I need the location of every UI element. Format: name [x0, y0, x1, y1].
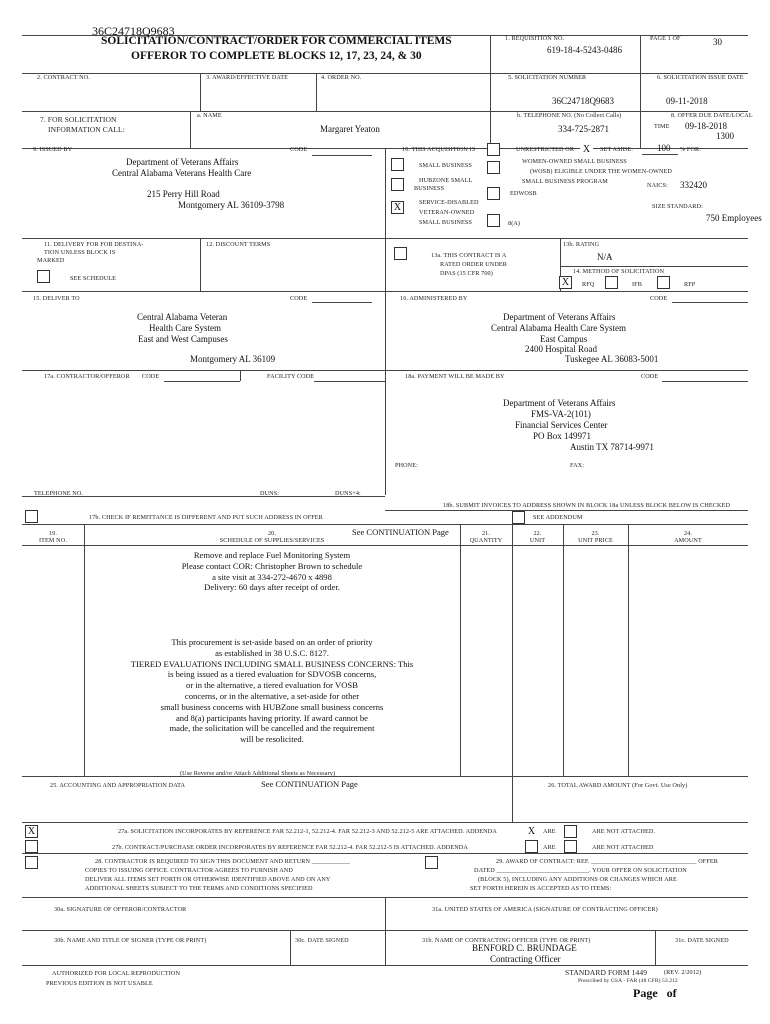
issued-by-label: 9. ISSUED BY — [33, 146, 73, 153]
description-line: small business concerns with HUBZone small business concerns — [160, 701, 384, 712]
description-line: or in the alternative, a tiered evaluation for VOSB — [186, 680, 358, 691]
remittance-checkbox[interactable] — [25, 510, 38, 523]
wosb-label-3: SMALL BUSINESS PROGRAM — [522, 178, 608, 185]
description-line: will be resolicited. — [240, 734, 304, 745]
issue-date: 09-11-2018 — [666, 96, 708, 106]
eight-a-label: 8(A) — [508, 220, 521, 227]
col-unit-number: 22. — [533, 530, 542, 537]
officer-signature-label: 31a. UNITED STATES OF AMERICA (SIGNATURE OF CONTRACTING OFFICER) — [432, 906, 658, 913]
deliver-to-line: Central Alabama Veteran — [137, 312, 228, 322]
acquisition-checkbox[interactable] — [487, 143, 500, 156]
award-line: (BLOCK 5), INCLUDING ANY ADDITIONS OR CHANGES WHICH ARE — [478, 876, 677, 883]
col-item-number: 19. — [48, 530, 58, 537]
sdvosb-label-2: VETERAN-OWNED — [419, 209, 475, 216]
col-amount-label: AMOUNT — [674, 537, 702, 544]
see-schedule-checkbox[interactable] — [37, 270, 50, 283]
solicitation-number: 36C24718Q9683 — [552, 96, 615, 106]
contact-phone-label: b. TELEPHONE NO. (No Collect Calls) — [517, 112, 622, 119]
officer-name-label: 31b. NAME OF CONTRACTING OFFICER (TYPE OR PRINT) — [422, 937, 591, 944]
form-title-line1: SOLICITATION/CONTRACT/ORDER FOR COMMERCIAL ITEMS — [101, 35, 452, 47]
col-item-label: ITEM NO. — [39, 537, 67, 544]
payment-code-label: CODE — [641, 373, 659, 380]
sdvosb-label-3: SMALL BUSINESS — [419, 219, 472, 226]
addenda-b-are-label: ARE — [543, 844, 556, 851]
total-award-label: 26. TOTAL AWARD AMOUNT (For Govt. Use Only) — [548, 782, 688, 789]
administered-by-label: 16. ADMINISTERED BY — [400, 295, 468, 302]
contact-phone: 334-725-2871 — [558, 124, 609, 134]
payment-label: 18a. PAYMENT WILL BE MADE BY — [405, 373, 505, 380]
wosb-checkbox[interactable] — [487, 161, 500, 174]
administered-by-line: 2400 Hospital Road — [525, 344, 597, 354]
percent-for-label: % FOR: — [680, 146, 702, 153]
hubzone-label-1: HUBZONE SMALL — [419, 177, 473, 184]
issued-by-line: Department of Veterans Affairs — [126, 157, 239, 167]
description-line: Delivery: 60 days after receipt of order. — [204, 582, 340, 593]
contact-name-label: a. NAME — [197, 112, 222, 119]
rated-order-checkbox[interactable] — [394, 247, 407, 260]
rated-order-label-2: RATED ORDER UNDER — [440, 261, 508, 268]
description-line: This procurement is set-aside based on an order of priority — [171, 637, 373, 647]
issued-by-line: Central Alabama Veterans Health Care — [112, 168, 252, 178]
description-line: TIERED EVALUATIONS INCLUDING SMALL BUSINESS CONCERNS: This — [130, 658, 414, 669]
description-line: Please contact COR: Christopher Brown to schedule — [181, 560, 363, 571]
contractor-code-label: CODE — [142, 373, 160, 380]
addenda-are-not-checkbox[interactable] — [564, 825, 577, 838]
signer-name-label: 30b. NAME AND TITLE OF SIGNER (TYPE OR PRINT) — [54, 937, 207, 944]
issued-by-line: Montgomery AL 36109-3798 — [178, 200, 285, 210]
administered-by-line: Central Alabama Health Care System — [491, 323, 626, 333]
award-line: SET FORTH HEREIN IS ACCEPTED AS TO ITEMS: — [470, 885, 612, 892]
solicitation-incorporates-label: 27a. SOLICITATION INCORPORATES BY REFERENCE FAR 52.212-1, 52.212-4. FAR 52.212-3 AND 52.212-5 ARE ATTACHED. ADDENDA — [118, 828, 497, 835]
see-continuation-accounting: See CONTINUATION Page — [261, 779, 358, 789]
payment-line: FMS-VA-2(101) — [531, 409, 591, 419]
hubzone-checkbox[interactable] — [391, 178, 404, 191]
award-date-label: 3. AWARD/EFFECTIVE DATE — [206, 74, 289, 81]
payment-line: Financial Services Center — [515, 420, 608, 430]
col-unit-price-number: 23. — [591, 530, 600, 537]
contract-no-label: 2. CONTRACT NO. — [37, 74, 90, 81]
administered-by-code-label: CODE — [650, 295, 668, 302]
hubzone-label-2: BUSINESS — [414, 185, 445, 192]
award-line: DATED _____________________________. YOUR OFFER ON SOLICITATION — [474, 867, 687, 874]
small-business-checkbox[interactable] — [391, 158, 404, 171]
rating-value: N/A — [597, 252, 613, 262]
edwosb-checkbox[interactable] — [487, 187, 500, 200]
form-revision: (REV. 2/2012) — [664, 969, 702, 976]
footer-reproduction: AUTHORIZED FOR LOCAL REPRODUCTION — [52, 970, 181, 977]
col-unit-label: UNIT — [529, 537, 546, 544]
payment-line: Department of Veterans Affairs — [503, 398, 616, 408]
requisition-label: 1. REQUISITION NO. — [505, 35, 565, 42]
ifb-label: IFB — [632, 281, 642, 288]
discount-terms-label: 12. DISCOUNT TERMS — [206, 241, 271, 248]
payment-line: Austin TX 78714-9971 — [570, 442, 654, 452]
addenda-are-not-label: ARE NOT ATTACHED. — [592, 828, 656, 835]
duns4-label: DUNS+4: — [335, 490, 361, 497]
contractor-label: 17a. CONTRACTOR/OFFEROR — [44, 373, 130, 380]
reverse-note: (Use Reverse and/or Attach Additional Sheets as Necessary) — [180, 770, 336, 777]
solicitation-incorporates-checkbox[interactable]: X — [25, 825, 38, 838]
naics-code: 332420 — [680, 180, 707, 190]
facility-code-label: FACILITY CODE — [267, 373, 315, 380]
addenda-are-label: ARE — [543, 828, 556, 835]
see-continuation-schedule: See CONTINUATION Page — [352, 527, 449, 537]
contractor-sign-line: 28. CONTRACTOR IS REQUIRED TO SIGN THIS DOCUMENT AND RETURN ____________ — [95, 858, 350, 865]
deliver-to-line: East and West Campuses — [138, 334, 228, 344]
description-line: a site visit at 334-272-4670 x 4898 — [212, 571, 332, 582]
deliver-to-line: Health Care System — [149, 323, 221, 333]
solicitation-info-label-1: 7. FOR SOLICITATION — [40, 115, 117, 124]
deliver-to-line: Montgomery AL 36109 — [190, 354, 276, 364]
offer-due-time-label: TIME — [654, 123, 670, 130]
deliver-to-label: 15. DELIVER TO — [33, 295, 80, 302]
contractor-sign-line: DELIVER ALL ITEMS SET FORTH OR OTHERWISE IDENTIFIED ABOVE AND ON ANY — [85, 876, 331, 883]
unrestricted-checkbox[interactable]: X — [580, 143, 593, 156]
remittance-label: 17b. CHECK IF REMITTANCE IS DIFFERENT AND PUT SUCH ADDRESS IN OFFER — [89, 514, 323, 521]
accounting-label: 25. ACCOUNTING AND APPROPRIATION DATA — [50, 782, 186, 789]
form-number: STANDARD FORM 1449 — [565, 968, 648, 977]
description-line: as established in 38 U.S.C. 8127. — [215, 647, 329, 658]
administered-by-line: Department of Veterans Affairs — [503, 312, 616, 322]
payment-fax-label: FAX: — [570, 462, 585, 469]
small-business-label: SMALL BUSINESS — [419, 162, 472, 169]
contract-incorporates-checkbox[interactable] — [25, 840, 38, 853]
award-checkbox[interactable] — [425, 856, 438, 869]
wosb-label-1: WOMEN-OWNED SMALL BUSINESS — [522, 158, 627, 165]
edwosb-label: EDWOSB — [510, 190, 537, 197]
rfp-checkbox[interactable] — [657, 276, 670, 289]
description-line: Remove and replace Fuel Monitoring System — [193, 550, 351, 560]
page-of-label: Page of — [633, 986, 677, 1000]
col-unit-price-label: UNIT PRICE — [578, 537, 613, 544]
delivery-label-2: TION UNLESS BLOCK IS — [44, 249, 116, 256]
award-line: 29. AWARD OF CONTRACT: REF. _________________________________ OFFER — [496, 858, 718, 865]
col-schedule-label: SCHEDULE OF SUPPLIES/SERVICES — [219, 537, 325, 544]
sdvosb-checkbox[interactable]: X — [391, 201, 404, 214]
delivery-label-1: 11. DELIVERY FOR FOB DESTINA- — [44, 241, 144, 248]
order-no-label: 4. ORDER NO. — [321, 74, 362, 81]
solicitation-info-label-2: INFORMATION CALL: — [48, 125, 125, 134]
requisition-number: 619-18-4-5243-0486 — [547, 45, 622, 55]
administered-by-line: East Campus — [540, 334, 588, 344]
acquisition-label: 10. THIS ACQUISITION IS — [402, 146, 476, 153]
duns-label: DUNS: — [260, 490, 280, 497]
eight-a-checkbox[interactable] — [487, 214, 500, 227]
description-line: and 8(a) participants having priority. If award cannot be — [175, 712, 368, 723]
footer-previous-edition: PREVIOUS EDITION IS NOT USABLE — [46, 980, 153, 987]
rfp-label: RFP — [684, 281, 696, 288]
deliver-to-code-label: CODE — [290, 295, 308, 302]
wosb-label-2: (WOSB) ELIGIBLE UNDER THE WOMEN-OWNED — [530, 168, 672, 175]
set-aside-label: SET ASIDE: — [600, 146, 634, 153]
page-label: PAGE 1 OF — [650, 35, 681, 42]
description-line: is being issued as a tiered evaluation for SDVOSB concerns, — [167, 669, 377, 680]
contract-incorporates-label: 27b. CONTRACT/PURCHASE ORDER INCORPORATES BY REFERENCE FAR 52.212-4. FAR 52.212-5 IS ATTACHED. ADDENDA — [112, 844, 468, 851]
delivery-label-3: MARKED — [37, 257, 65, 264]
unrestricted-label: UNRESTRICTED OR — [516, 146, 575, 153]
form-title-line2: OFFEROR TO COMPLETE BLOCKS 12, 17, 23, 24, & 30 — [131, 50, 422, 62]
item-description-block — [84, 550, 460, 593]
prescribed-by: Prescribed by GSA - FAR (48 CFR) 53.212 — [578, 978, 678, 984]
issued-by-line: 215 Perry Hill Road — [147, 189, 220, 199]
offeror-signature-label: 30a. SIGNATURE OF OFFEROR/CONTRACTOR — [54, 906, 187, 913]
officer-date-label: 31c. DATE SIGNED — [675, 937, 729, 944]
offer-due-time: 1300 — [716, 131, 734, 141]
page-total: 30 — [713, 37, 722, 47]
issue-date-label: 6. SOLICITATION ISSUE DATE — [657, 74, 744, 81]
payment-line: PO Box 149971 — [533, 431, 592, 441]
rating-label: 13b. RATING — [563, 241, 600, 248]
rfq-label: RFQ — [582, 281, 595, 288]
addenda-b-are-not-checkbox[interactable] — [564, 840, 577, 853]
submit-invoices-label: 18b. SUBMIT INVOICES TO ADDRESS SHOWN IN BLOCK 18a UNLESS BLOCK BELOW IS CHECKED — [443, 502, 731, 509]
see-addendum-label: SEE ADDENDUM — [533, 514, 583, 521]
document-id: 36C24718Q9683 — [92, 24, 175, 38]
administered-by-line: Tuskegee AL 36083-5001 — [565, 354, 659, 364]
offeror-date-label: 30c. DATE SIGNED — [295, 937, 349, 944]
addenda-b-are-not-label: ARE NOT ATTACHED — [592, 844, 654, 851]
rated-order-label-3: DPAS (15 CFR 700) — [440, 270, 493, 277]
description-line: concerns, or in the alternative, a set-aside for other — [184, 690, 360, 701]
offer-due-date: 09-18-2018 — [685, 121, 727, 131]
set-aside-description-block — [84, 637, 460, 745]
description-line: made, the solicitation will be cancelled and the requirement — [169, 723, 375, 734]
see-schedule-label: SEE SCHEDULE — [70, 275, 117, 282]
method-label: 14. METHOD OF SOLICITATION — [573, 268, 665, 275]
contractor-telephone-label: TELEPHONE NO. — [34, 490, 84, 497]
officer-name: BENFORD C. BRUNDAGE — [472, 943, 577, 953]
officer-title: Contracting Officer — [490, 954, 561, 964]
issued-by-code-label: CODE — [290, 146, 308, 153]
addenda-are-checkbox[interactable]: X — [525, 825, 538, 838]
sdvosb-label-1: SERVICE-DISABLED — [419, 199, 479, 206]
size-standard: 750 Employees — [706, 213, 762, 223]
contractor-sign-checkbox[interactable] — [25, 856, 38, 869]
rfq-checkbox[interactable]: X — [559, 276, 572, 289]
contractor-sign-line: COPIES TO ISSUING OFFICE. CONTRACTOR AGREES TO FURNISH AND — [85, 867, 293, 874]
offer-due-label: 8. OFFER DUE DATE/LOCAL — [671, 112, 753, 119]
col-quantity-label: QUANTITY — [469, 537, 503, 544]
solicitation-number-label: 5. SOLICITATION NUMBER — [508, 74, 587, 81]
set-aside-percent: 100 — [657, 143, 671, 153]
size-standard-label: SIZE STANDARD: — [652, 203, 703, 210]
contact-name: Margaret Yeaton — [320, 124, 380, 134]
addenda-b-are-checkbox[interactable] — [525, 840, 538, 853]
col-schedule-number: 20. — [267, 530, 277, 537]
col-quantity-number: 21. — [481, 530, 491, 537]
see-addendum-checkbox[interactable] — [512, 511, 525, 524]
rated-order-label-1: 13a. THIS CONTRACT IS A — [431, 252, 507, 259]
col-amount-number: 24. — [683, 530, 693, 537]
contractor-sign-line: ADDITIONAL SHEETS SUBJECT TO THE TERMS AND CONDITIONS SPECIFIED — [85, 885, 313, 892]
payment-phone-label: PHONE: — [395, 462, 418, 469]
ifb-checkbox[interactable] — [605, 276, 618, 289]
naics-label: NAICS: — [647, 182, 668, 189]
